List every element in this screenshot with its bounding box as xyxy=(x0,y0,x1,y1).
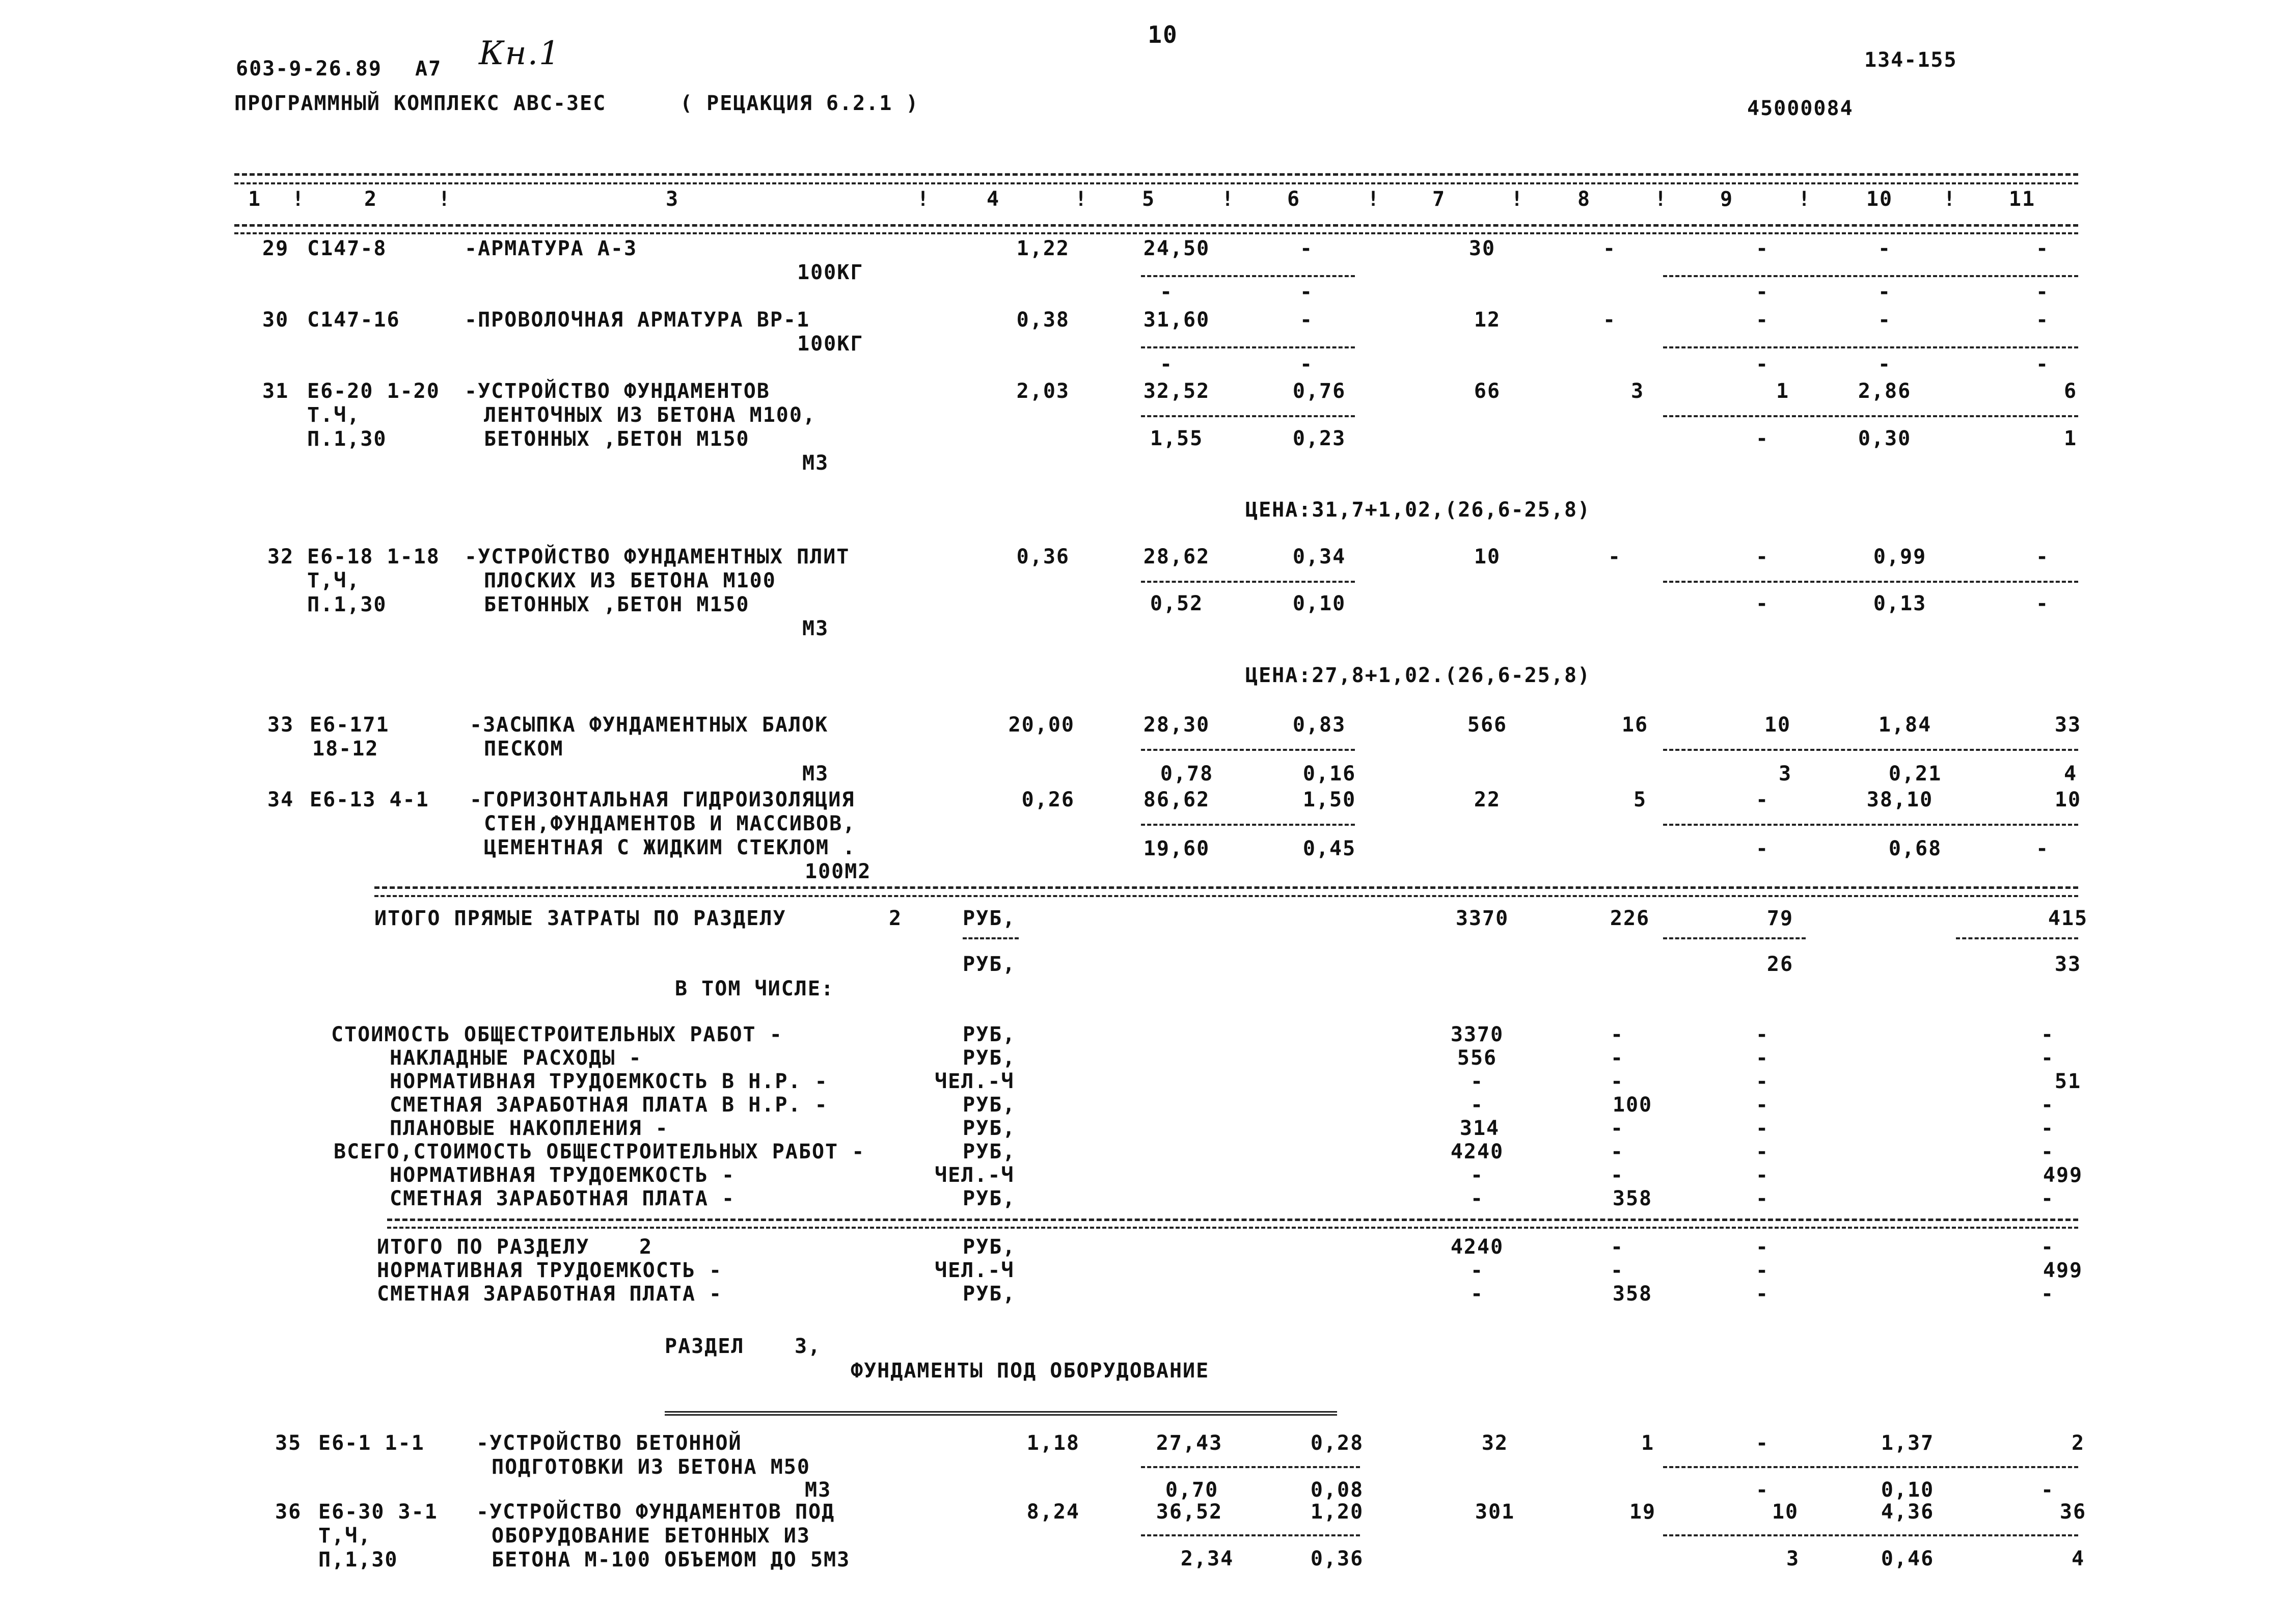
cell-col5: 27,43 xyxy=(1156,1431,1223,1455)
col-5: 5 xyxy=(1141,187,1156,211)
cell-col6-lower: 0,16 xyxy=(1302,762,1356,786)
cell-col8: 19 xyxy=(1629,1500,1656,1524)
section-total-col8: - xyxy=(1610,1235,1624,1259)
cell-col11: 36 xyxy=(2059,1500,2087,1524)
row-description: -УСТРОЙСТВО БЕТОННОЙ xyxy=(476,1431,742,1455)
breakdown-col8: - xyxy=(1610,1046,1624,1070)
cell-col5: 24,50 xyxy=(1143,237,1210,260)
cell-col6: - xyxy=(1299,237,1314,260)
cell-divider xyxy=(1663,937,1806,939)
handwritten-note: Кн.1 xyxy=(479,35,561,72)
row-description-line3: БЕТОННЫХ ,БЕТОН М150 xyxy=(484,427,750,451)
row-description-line3: БЕТОННЫХ ,БЕТОН М150 xyxy=(484,593,750,616)
section-total-col11: - xyxy=(2040,1282,2055,1306)
cell-col11-lower: - xyxy=(2035,837,2050,860)
row-description-line3: ЦЕМЕНТНАЯ С ЖИДКИМ СТЕКЛОМ . xyxy=(484,836,856,859)
section-total-label: ИТОГО ПО РАЗДЕЛУ xyxy=(377,1235,590,1259)
breakdown-col11: 499 xyxy=(2043,1163,2083,1187)
program-line: ПРОГРАММНЫЙ КОМПЛЕКС АВС-3ЕС xyxy=(234,92,607,115)
breakdown-unit: РУБ, xyxy=(963,1117,1016,1140)
section-total-label: НОРМАТИВНАЯ ТРУДОЕМКОСТЬ - xyxy=(377,1259,723,1282)
section-total-col9: - xyxy=(1755,1235,1770,1259)
cell-divider xyxy=(1663,824,2078,826)
cell-divider xyxy=(1663,1534,2078,1536)
cell-col10: - xyxy=(1877,308,1892,332)
breakdown-col9: - xyxy=(1755,1187,1770,1210)
cell-col11: 33 xyxy=(2054,713,2082,737)
row-number: 29 xyxy=(262,237,289,260)
cell-col5-lower: 2,34 xyxy=(1180,1547,1234,1571)
breakdown-unit: РУБ, xyxy=(963,1046,1016,1070)
col-2: 2 xyxy=(364,187,378,211)
cell-col6: 0,76 xyxy=(1292,380,1346,403)
section3-label: РАЗДЕЛ xyxy=(665,1335,745,1358)
breakdown-col9: - xyxy=(1755,1140,1770,1163)
breakdown-col9: - xyxy=(1755,1023,1770,1046)
row-description-line2: ПЛОСКИХ ИЗ БЕТОНА М100 xyxy=(484,569,776,592)
cell-col6: 0,34 xyxy=(1292,545,1346,569)
row-description: -ПРОВОЛОЧНАЯ АРМАТУРА ВР-1 xyxy=(465,308,810,332)
totals-top-rule xyxy=(374,886,2078,889)
breakdown-label: СМЕТНАЯ ЗАРАБОТНАЯ ПЛАТА - xyxy=(390,1187,736,1210)
cell-col5: 86,62 xyxy=(1143,788,1210,811)
section-total-label: СМЕТНАЯ ЗАРАБОТНАЯ ПЛАТА - xyxy=(377,1282,723,1306)
col-sep: ! xyxy=(1943,187,1957,211)
cell-col9-lower: - xyxy=(1755,353,1770,376)
cell-divider xyxy=(1141,415,1355,417)
cell-col10-lower: 0,10 xyxy=(1881,1478,1935,1502)
cell-col9-lower: 3 xyxy=(1778,762,1792,786)
row-code: Е6-171 xyxy=(310,713,390,737)
cell-col10: 1,84 xyxy=(1878,713,1932,737)
cell-col10-lower: 0,46 xyxy=(1881,1547,1935,1571)
doc-id: 45000084 xyxy=(1747,97,1854,120)
doc-code: 603-9-26.89 xyxy=(236,57,382,80)
row-description-line2: ЛЕНТОЧНЫХ ИЗ БЕТОНА М100, xyxy=(484,403,817,427)
section-total-col11: - xyxy=(2040,1235,2055,1259)
row-code: Е6-20 1-20 xyxy=(307,380,440,403)
cell-col10-lower: 0,13 xyxy=(1873,592,1927,615)
cell-col9: - xyxy=(1755,1431,1770,1455)
cell-col8: - xyxy=(1602,308,1617,332)
cell-col10-lower: - xyxy=(1877,353,1892,376)
cell-col11-lower: 1 xyxy=(2063,427,2078,450)
breakdown-col8: - xyxy=(1610,1117,1624,1140)
cell-col8: - xyxy=(1602,237,1617,260)
cell-col6-lower: 0,36 xyxy=(1310,1547,1364,1571)
cell-divider xyxy=(1141,824,1355,826)
breakdown-col11: 51 xyxy=(2054,1070,2082,1093)
col-4: 4 xyxy=(986,187,1000,211)
section-total-rule xyxy=(387,1219,2078,1221)
row-description: -УСТРОЙСТВО ФУНДАМЕНТОВ ПОД xyxy=(476,1500,835,1524)
section-total-number: 2 xyxy=(639,1235,653,1259)
cell-col9-lower: - xyxy=(1755,427,1770,450)
breakdown-unit: РУБ, xyxy=(963,1023,1016,1046)
breakdown-label: НОРМАТИВНАЯ ТРУДОЕМКОСТЬ В Н.Р. - xyxy=(390,1070,828,1093)
col-11: 11 xyxy=(2008,187,2036,211)
cell-col8: 1 xyxy=(1641,1431,1655,1455)
section3-double-rule xyxy=(665,1411,1337,1416)
row-unit: М3 xyxy=(802,762,829,786)
row-description-line2: СТЕН,ФУНДАМЕНТОВ И МАССИВОВ, xyxy=(484,812,856,835)
row-description: -УСТРОЙСТВО ФУНДАМЕНТОВ xyxy=(465,380,770,403)
cell-col11-lower: - xyxy=(2035,353,2050,376)
row-number: 36 xyxy=(275,1500,302,1524)
row-quantity: 1,22 xyxy=(1016,237,1070,260)
row-description: -ЗАСЫПКА ФУНДАМЕНТНЫХ БАЛОК xyxy=(470,713,829,737)
cell-col5: 32,52 xyxy=(1143,380,1210,403)
breakdown-label: НАКЛАДНЫЕ РАСХОДЫ - xyxy=(390,1046,642,1070)
breakdown-unit: ЧЕЛ.-Ч xyxy=(935,1163,1015,1187)
cell-col6: 0,83 xyxy=(1292,713,1346,737)
cell-col5-lower: 0,78 xyxy=(1160,762,1214,786)
breakdown-unit: ЧЕЛ.-Ч xyxy=(935,1070,1015,1093)
cell-col6-lower: 0,23 xyxy=(1292,427,1346,450)
cell-col11: 2 xyxy=(2071,1431,2085,1455)
breakdown-label: ВСЕГО,СТОИМОСТЬ ОБЩЕСТРОИТЕЛЬНЫХ РАБОТ - xyxy=(334,1140,865,1163)
section-total-col8: 358 xyxy=(1612,1282,1653,1306)
cell-col7: 12 xyxy=(1474,308,1501,332)
cell-col7: 30 xyxy=(1468,237,1496,260)
row-code: С147-8 xyxy=(307,237,387,260)
row-code: С147-16 xyxy=(307,308,400,332)
cell-col10-lower: 0,30 xyxy=(1858,427,1912,450)
row-number: 35 xyxy=(275,1431,302,1455)
row-quantity: 0,38 xyxy=(1016,308,1070,332)
cell-divider xyxy=(1141,1466,1360,1468)
breakdown-col8: - xyxy=(1610,1163,1624,1187)
cell-col9-lower: - xyxy=(1755,1478,1770,1502)
cell-col11-lower: - xyxy=(2040,1478,2055,1502)
direct-costs-section: 2 xyxy=(889,907,903,930)
direct-costs-col11-lower: 33 xyxy=(2054,953,2082,976)
cell-col5-lower: - xyxy=(1159,353,1174,376)
cell-col5: 31,60 xyxy=(1143,308,1210,332)
breakdown-col7: 3370 xyxy=(1450,1023,1504,1046)
totals-top-rule-2 xyxy=(374,895,2078,897)
cell-col5-lower: - xyxy=(1159,280,1174,304)
album-code: A7 xyxy=(415,57,442,80)
breakdown-col7: 4240 xyxy=(1450,1140,1504,1163)
cell-col10: 1,37 xyxy=(1881,1431,1935,1455)
price-formula: ЦЕНА:31,7+1,02,(26,6-25,8) xyxy=(1245,498,1591,522)
row-number: 30 xyxy=(262,308,289,332)
row-code: Е6-18 1-18 xyxy=(307,545,440,569)
cell-col9: 1 xyxy=(1776,380,1790,403)
cell-divider xyxy=(1663,749,2078,751)
cell-col10-lower: - xyxy=(1877,280,1892,304)
breakdown-col7: - xyxy=(1470,1070,1484,1093)
cell-col9-lower: - xyxy=(1755,837,1770,860)
row-quantity: 1,18 xyxy=(1026,1431,1080,1455)
cell-col10: - xyxy=(1877,237,1892,260)
col-sep: ! xyxy=(1654,187,1668,211)
breakdown-col8: 358 xyxy=(1612,1187,1653,1210)
section-total-col7: 4240 xyxy=(1450,1235,1504,1259)
breakdown-label: НОРМАТИВНАЯ ТРУДОЕМКОСТЬ - xyxy=(390,1163,736,1187)
row-code: Е6-1 1-1 xyxy=(318,1431,425,1455)
cell-col11-lower: 4 xyxy=(2063,762,2078,786)
cell-col8: 3 xyxy=(1630,380,1645,403)
cell-col11: - xyxy=(2035,545,2050,569)
cell-col5-lower: 1,55 xyxy=(1150,427,1204,450)
cell-col10-lower: 0,68 xyxy=(1888,837,1942,860)
row-unit: 100М2 xyxy=(805,860,872,883)
direct-costs-unit-2: РУБ, xyxy=(963,953,1016,976)
cell-col6: 0,28 xyxy=(1310,1431,1364,1455)
direct-costs-unit: РУБ, xyxy=(963,907,1016,930)
row-description: -ГОРИЗОНТАЛЬНАЯ ГИДРОИЗОЛЯЦИЯ xyxy=(470,788,855,811)
section-total-rule-2 xyxy=(387,1227,2078,1229)
section-total-col11: 499 xyxy=(2043,1259,2083,1282)
row-description: -АРМАТУРА А-3 xyxy=(465,237,638,260)
cell-col11-lower: 4 xyxy=(2071,1547,2085,1571)
row-quantity: 2,03 xyxy=(1016,380,1070,403)
breakdown-col7: - xyxy=(1470,1187,1484,1210)
row-unit: 100КГ xyxy=(797,332,864,356)
cell-col5: 28,30 xyxy=(1143,713,1210,737)
cell-col7: 301 xyxy=(1475,1500,1515,1524)
row-code: Е6-30 3-1 xyxy=(318,1500,438,1524)
section-total-col8: - xyxy=(1610,1259,1624,1282)
cell-divider xyxy=(963,937,1019,939)
breakdown-col11: - xyxy=(2040,1093,2055,1117)
cell-col10: 2,86 xyxy=(1858,380,1912,403)
breakdown-col7: - xyxy=(1470,1163,1484,1187)
col-10: 10 xyxy=(1866,187,1893,211)
cell-col5: 36,52 xyxy=(1156,1500,1223,1524)
row-number: 34 xyxy=(267,788,294,811)
section-total-col9: - xyxy=(1755,1282,1770,1306)
col-3: 3 xyxy=(665,187,679,211)
row-code: Е6-13 4-1 xyxy=(310,788,429,811)
breakdown-col9: - xyxy=(1755,1117,1770,1140)
cell-col7: 10 xyxy=(1474,545,1501,569)
row-code-line3: П.1,30 xyxy=(307,593,387,616)
cell-divider xyxy=(1663,415,2078,417)
col-8: 8 xyxy=(1577,187,1591,211)
breakdown-label: СМЕТНАЯ ЗАРАБОТНАЯ ПЛАТА В Н.Р. - xyxy=(390,1093,828,1117)
cell-col6-lower: 0,45 xyxy=(1302,837,1356,860)
cell-col6-lower: 0,10 xyxy=(1292,592,1346,615)
cell-col5-lower: 0,52 xyxy=(1150,592,1204,615)
cell-col9: - xyxy=(1755,237,1770,260)
cell-divider xyxy=(1141,346,1355,348)
breakdown-col7: 314 xyxy=(1459,1117,1500,1140)
row-unit: 100КГ xyxy=(797,261,864,284)
row-quantity: 20,00 xyxy=(1008,713,1075,737)
row-unit: М3 xyxy=(802,617,829,640)
cell-col5: 28,62 xyxy=(1143,545,1210,569)
direct-costs-col8: 226 xyxy=(1610,907,1650,930)
cell-col9: 10 xyxy=(1764,713,1791,737)
breakdown-label: ПЛАНОВЫЕ НАКОПЛЕНИЯ - xyxy=(390,1117,669,1140)
sheet-range: 134-155 xyxy=(1864,48,1957,72)
direct-costs-col9-lower: 26 xyxy=(1766,953,1794,976)
section-total-col9: - xyxy=(1755,1259,1770,1282)
row-code-line3: П,1,30 xyxy=(318,1548,398,1572)
cell-col11-lower: - xyxy=(2035,280,2050,304)
cell-divider xyxy=(1663,346,2078,348)
section-total-unit: ЧЕЛ.-Ч xyxy=(935,1259,1015,1282)
including-label: В ТОМ ЧИСЛЕ: xyxy=(675,977,834,1000)
table-top-rule-2 xyxy=(234,182,2078,184)
section3-title: ФУНДАМЕНТЫ ПОД ОБОРУДОВАНИЕ xyxy=(851,1359,1210,1383)
cell-col8: 16 xyxy=(1621,713,1649,737)
header-bottom-rule xyxy=(234,224,2078,227)
cell-col8: - xyxy=(1608,545,1622,569)
col-sep: ! xyxy=(292,187,306,211)
col-sep: ! xyxy=(1511,187,1525,211)
cell-divider xyxy=(1141,749,1355,751)
cell-col11: - xyxy=(2035,237,2050,260)
cell-col10-lower: 0,21 xyxy=(1888,762,1942,786)
row-code-line2: Т,Ч, xyxy=(307,569,361,592)
breakdown-col8: - xyxy=(1610,1070,1624,1093)
section-total-col7: - xyxy=(1470,1259,1484,1282)
section3-number: 3, xyxy=(795,1335,822,1358)
breakdown-col8: 100 xyxy=(1612,1093,1653,1117)
cell-col8: 5 xyxy=(1633,788,1647,811)
row-number: 33 xyxy=(267,713,294,737)
section-total-col7: - xyxy=(1470,1282,1484,1306)
col-sep: ! xyxy=(1798,187,1812,211)
cell-col11-lower: - xyxy=(2035,592,2050,615)
cell-col10: 4,36 xyxy=(1881,1500,1935,1524)
col-sep: ! xyxy=(438,187,452,211)
col-sep: ! xyxy=(917,187,931,211)
cell-col9: - xyxy=(1755,788,1770,811)
cell-col9: - xyxy=(1755,308,1770,332)
row-description-line2: ОБОРУДОВАНИЕ БЕТОННЫХ ИЗ xyxy=(492,1524,810,1548)
cell-col5-lower: 19,60 xyxy=(1143,837,1210,860)
direct-costs-col9: 79 xyxy=(1766,907,1794,930)
cell-divider xyxy=(1663,581,2078,583)
cell-col10: 38,10 xyxy=(1866,788,1934,811)
breakdown-col11: - xyxy=(2040,1046,2055,1070)
cell-col6: - xyxy=(1299,308,1314,332)
row-number: 32 xyxy=(267,545,294,569)
page-number: 10 xyxy=(1148,21,1178,48)
row-description-line3: БЕТОНА М-100 ОБЪЕМОМ ДО 5М3 xyxy=(492,1548,851,1572)
col-6: 6 xyxy=(1287,187,1301,211)
breakdown-col9: - xyxy=(1755,1093,1770,1117)
section-total-unit: РУБ, xyxy=(963,1282,1016,1306)
row-code-line2: Т.Ч, xyxy=(307,403,361,427)
cell-col6: 1,50 xyxy=(1302,788,1356,811)
breakdown-col8: - xyxy=(1610,1023,1624,1046)
cell-divider xyxy=(1141,581,1355,583)
col-sep: ! xyxy=(1221,187,1235,211)
row-description-line2: ПОДГОТОВКИ ИЗ БЕТОНА М50 xyxy=(492,1455,810,1479)
cell-col10: 0,99 xyxy=(1873,545,1927,569)
section-total-unit: РУБ, xyxy=(963,1235,1016,1259)
cell-divider xyxy=(1663,275,2078,277)
row-quantity: 0,36 xyxy=(1016,545,1070,569)
cell-col9-lower: - xyxy=(1755,280,1770,304)
table-top-rule xyxy=(234,173,2078,176)
col-9: 9 xyxy=(1720,187,1734,211)
row-quantity: 0,26 xyxy=(1021,788,1075,811)
cell-col11: - xyxy=(2035,308,2050,332)
col-7: 7 xyxy=(1432,187,1446,211)
row-unit: М3 xyxy=(805,1478,832,1502)
breakdown-unit: РУБ, xyxy=(963,1093,1016,1117)
cell-divider xyxy=(1141,1534,1360,1536)
row-code-line2: 18-12 xyxy=(312,737,379,761)
row-quantity: 8,24 xyxy=(1026,1500,1080,1524)
breakdown-unit: РУБ, xyxy=(963,1140,1016,1163)
cell-col6: 1,20 xyxy=(1310,1500,1364,1524)
cell-col5-lower: 0,70 xyxy=(1165,1478,1219,1502)
cell-col7: 32 xyxy=(1481,1431,1509,1455)
cell-col6-lower: 0,08 xyxy=(1310,1478,1364,1502)
row-description: -УСТРОЙСТВО ФУНДАМЕНТНЫХ ПЛИТ xyxy=(465,545,850,569)
row-description-line2: ПЕСКОМ xyxy=(484,737,564,761)
cell-col11: 10 xyxy=(2054,788,2082,811)
breakdown-col8: - xyxy=(1610,1140,1624,1163)
cell-col7: 22 xyxy=(1474,788,1501,811)
edition: ( РЕЦАКЦИЯ 6.2.1 ) xyxy=(680,92,919,115)
cell-col7: 566 xyxy=(1467,713,1508,737)
breakdown-col11: - xyxy=(2040,1117,2055,1140)
cell-col9: 10 xyxy=(1772,1500,1799,1524)
cell-col6-lower: - xyxy=(1299,280,1314,304)
direct-costs-col7: 3370 xyxy=(1455,907,1509,930)
col-sep: ! xyxy=(1367,187,1381,211)
header-bottom-rule-2 xyxy=(234,232,2078,234)
row-number: 31 xyxy=(262,380,289,403)
cell-divider xyxy=(1663,1466,2078,1468)
breakdown-col9: - xyxy=(1755,1163,1770,1187)
row-code-line2: Т,Ч, xyxy=(318,1524,372,1548)
price-formula: ЦЕНА:27,8+1,02.(26,6-25,8) xyxy=(1245,664,1591,687)
row-unit: М3 xyxy=(802,451,829,475)
row-code-line3: П.1,30 xyxy=(307,427,387,451)
col-1: 1 xyxy=(248,187,262,211)
breakdown-col7: - xyxy=(1470,1093,1484,1117)
direct-costs-label: ИТОГО ПРЯМЫЕ ЗАТРАТЫ ПО РАЗДЕЛУ xyxy=(374,907,786,930)
direct-costs-col11: 415 xyxy=(2048,907,2088,930)
cell-col7: 66 xyxy=(1474,380,1501,403)
breakdown-col11: - xyxy=(2040,1023,2055,1046)
breakdown-col9: - xyxy=(1755,1070,1770,1093)
breakdown-col7: 556 xyxy=(1457,1046,1498,1070)
breakdown-unit: РУБ, xyxy=(963,1187,1016,1210)
breakdown-label: СТОИМОСТЬ ОБЩЕСТРОИТЕЛЬНЫХ РАБОТ - xyxy=(331,1023,783,1046)
breakdown-col11: - xyxy=(2040,1187,2055,1210)
breakdown-col9: - xyxy=(1755,1046,1770,1070)
cell-col11: 6 xyxy=(2063,380,2078,403)
cell-col9-lower: 3 xyxy=(1786,1547,1800,1571)
cell-col9: - xyxy=(1755,545,1770,569)
cell-divider xyxy=(1141,275,1355,277)
cell-col9-lower: - xyxy=(1755,592,1770,615)
cell-col6-lower: - xyxy=(1299,353,1314,376)
breakdown-col11: - xyxy=(2040,1140,2055,1163)
cell-divider xyxy=(1956,937,2078,939)
col-sep: ! xyxy=(1075,187,1088,211)
